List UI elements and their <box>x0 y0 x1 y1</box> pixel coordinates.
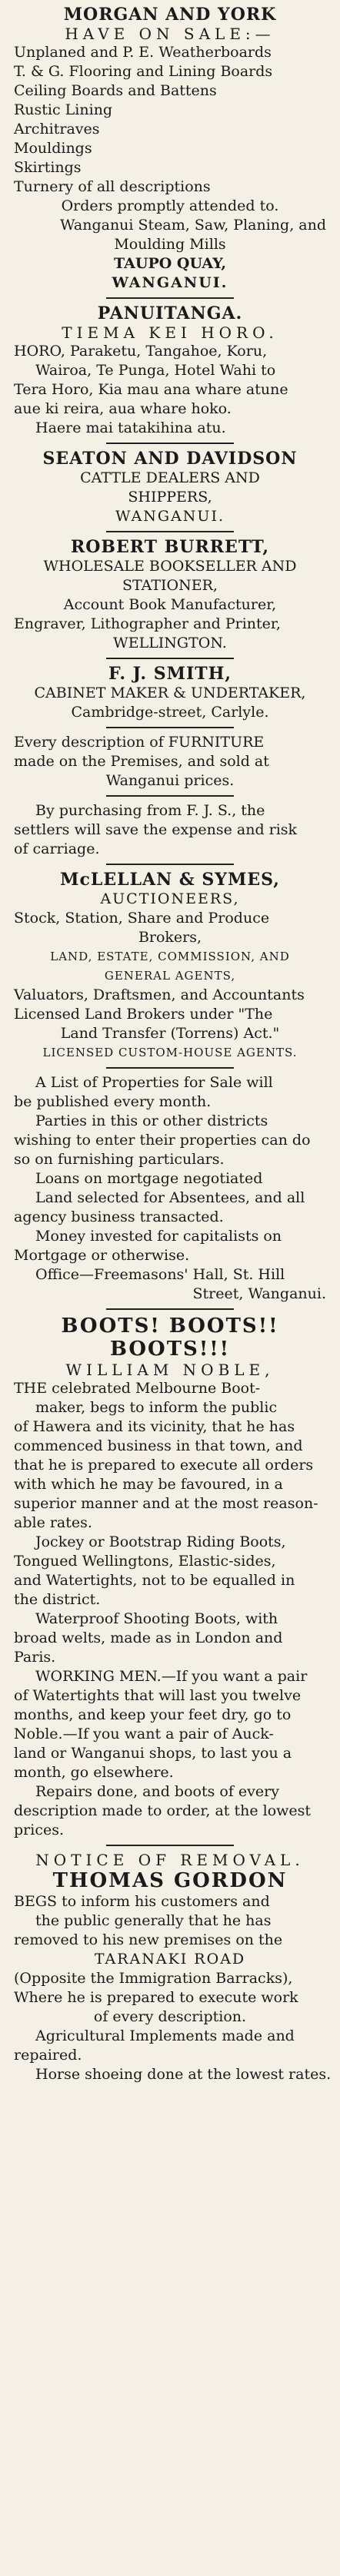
advert-line: Land selected for Absentees, and all <box>35 1189 305 1206</box>
advert-line: Ceiling Boards and Battens <box>14 82 217 99</box>
advert-robert-burrett <box>14 537 326 653</box>
advert-line: HORO, Paraketu, Tangahoe, Koru, <box>14 343 268 360</box>
advert-line: Wanganui Steam, Saw, Planing, and <box>60 217 326 234</box>
advert-line: BEGS to inform his customers and <box>14 1893 270 1910</box>
advert-seaton-davidson <box>14 449 326 526</box>
advert-line: LAND, ESTATE, COMMISSION, AND <box>50 950 290 963</box>
advert-line: Wairoa, Te Punga, Hotel Wahi to <box>35 362 276 379</box>
advert-line: Waterproof Shooting Boots, with <box>35 1610 278 1627</box>
advert-line: the public generally that he has <box>35 1912 272 1929</box>
advert-header: BOOTS! BOOTS!! BOOTS!!! <box>61 1315 279 1361</box>
advert-line: Parties in this or other districts <box>35 1112 268 1129</box>
advert-line: Stock, Station, Share and Produce <box>14 910 270 927</box>
advert-line: TARANAKI ROAD <box>94 1951 246 1968</box>
advert-panuitanga <box>14 303 326 438</box>
advert-header: F. J. SMITH, <box>108 664 232 684</box>
advert-header: NOTICE OF REMOVAL. <box>35 1851 305 1869</box>
advert-line: Jockey or Bootstrap Riding Boots, <box>35 1533 286 1550</box>
advert-line: Architraves <box>14 121 100 138</box>
advert-line: Money invested for capitalists on <box>35 1228 282 1245</box>
advert-line: Rustic Lining <box>14 101 113 118</box>
divider-rule <box>106 727 234 728</box>
newspaper-column <box>0 5 340 2576</box>
advert-line: Unplaned and P. E. Weatherboards <box>14 44 272 61</box>
advert-line: Where he is prepared to execute work <box>14 1989 298 2006</box>
advert-line: removed to his new premises on the <box>14 1931 283 1948</box>
advert-line: Turnery of all descriptions <box>14 178 211 195</box>
advert-morgan-york <box>14 5 326 293</box>
advert-line: aue ki reira, aua whare hoko. <box>14 400 232 417</box>
advert-line: Engraver, Lithographer and Printer, <box>14 615 281 632</box>
advert-line: Account Book Manufacturer, <box>63 596 277 613</box>
advert-line: GENERAL AGENTS, <box>104 969 236 983</box>
divider-rule <box>106 1308 234 1310</box>
advert-line: prices. <box>14 1822 64 1838</box>
advert-line: Land Transfer (Torrens) Act." <box>60 1025 280 1042</box>
advert-line: T. & G. Flooring and Lining Boards <box>14 63 273 80</box>
divider-rule <box>106 297 234 299</box>
advert-line: Cambridge-street, Carlyle. <box>71 704 269 721</box>
advert-line: month, go elsewhere. <box>14 1764 174 1781</box>
advert-line: Wanganui prices. <box>105 772 235 789</box>
advert-line: Orders promptly attended to. <box>61 197 279 214</box>
advert-line: land or Wanganui shops, to last you a <box>14 1745 292 1762</box>
divider-rule <box>106 1845 234 1846</box>
advert-line: Office—Freemasons' Hall, St. Hill <box>35 1266 285 1283</box>
advert-line: CABINET MAKER & UNDERTAKER, <box>34 685 306 701</box>
advert-thomas-gordon <box>14 1851 332 2084</box>
advert-header: MORGAN AND YORK <box>63 5 277 25</box>
advert-subheader: TIEMA KEI HORO. <box>62 323 278 342</box>
advert-line: Loans on mortgage negotiated <box>35 1170 263 1187</box>
advert-line: agency business transacted. <box>14 1208 224 1225</box>
divider-rule <box>106 1067 234 1069</box>
advert-line: settlers will save the expense and risk <box>14 821 298 838</box>
advert-line: description made to order, at the lowest <box>14 1802 312 1819</box>
advert-line: TAUPO QUAY, <box>114 255 226 272</box>
advert-line: AUCTIONEERS, <box>100 890 240 907</box>
advert-line: commenced business in that town, and <box>14 1437 303 1454</box>
advert-line: Haere mai tatakihina atu. <box>35 419 226 436</box>
advert-line: LICENSED CUSTOM-HOUSE AGENTS. <box>42 1046 298 1059</box>
advert-line: broad welts, made as in London and <box>14 1629 283 1646</box>
advert-line: STATIONER, <box>122 577 218 594</box>
advert-line: Agricultural Implements made and <box>35 2027 295 2044</box>
advert-line: WORKING MEN.—If you want a pair <box>35 1668 308 1685</box>
advert-william-noble <box>14 1315 326 1840</box>
advert-line: Tongued Wellingtons, Elastic-sides, <box>14 1553 276 1570</box>
advert-line: made on the Premises, and sold at <box>14 753 269 770</box>
advert-header: ROBERT BURRETT, <box>70 537 270 557</box>
advert-line: Skirtings <box>14 159 82 176</box>
advert-line: of carriage. <box>14 840 100 857</box>
advert-line: maker, begs to inform the public <box>35 1399 278 1416</box>
advert-subheader: HAVE ON SALE:— <box>65 25 275 43</box>
advert-line: WHOLESALE BOOKSELLER AND <box>43 558 297 575</box>
advert-line: WELLINGTON. <box>113 635 227 651</box>
advert-line: that he is prepared to execute all orders <box>14 1457 314 1474</box>
divider-rule <box>106 864 234 865</box>
advert-line: Noble.—If you want a pair of Auck- <box>14 1726 274 1742</box>
advert-line: By purchasing from F. J. S., the <box>35 802 265 819</box>
advert-line: Mouldings <box>14 140 92 157</box>
advert-line: (Opposite the Immigration Barracks), <box>14 1970 293 1987</box>
advert-line: able rates. <box>14 1514 92 1531</box>
advert-line: Moulding Mills <box>114 236 226 253</box>
advert-line: with which he may be favoured, in a <box>14 1476 283 1493</box>
advert-line: Horse shoeing done at the lowest rates. <box>35 2066 332 2083</box>
advert-line: Valuators, Draftsmen, and Accountants <box>14 986 305 1003</box>
advert-line: Every description of FURNITURE <box>14 734 265 751</box>
advert-subheader: WILLIAM NOBLE, <box>65 1361 275 1379</box>
advert-line: Licensed Land Brokers under "The <box>14 1006 273 1023</box>
advert-line: and Watertights, not to be equalled in <box>14 1572 295 1589</box>
advert-line: SHIPPERS, <box>128 489 212 506</box>
advert-line: the district. <box>14 1591 101 1608</box>
advert-line: be published every month. <box>14 1093 212 1110</box>
advert-header: SEATON AND DAVIDSON <box>42 449 298 469</box>
divider-rule <box>106 443 234 444</box>
divider-rule <box>106 531 234 532</box>
advert-line: WANGANUI. <box>112 274 228 291</box>
advert-line: superior manner and at the most reason- <box>14 1495 318 1512</box>
advert-mclellan-symes <box>14 870 326 1304</box>
advert-fj-smith <box>14 664 326 859</box>
advert-line: of Hawera and its vicinity, that he has <box>14 1418 295 1435</box>
divider-rule <box>106 658 234 659</box>
divider-rule <box>106 795 234 797</box>
advert-line: A List of Properties for Sale will <box>35 1074 273 1091</box>
advert-line: of every description. <box>93 2008 247 2025</box>
advert-line: months, and keep your feet dry, go to <box>14 1706 292 1723</box>
advert-header: PANUITANGA. <box>97 303 243 323</box>
advert-line: Mortgage or otherwise. <box>14 1247 190 1264</box>
advert-line: Street, Wanganui. <box>192 1285 326 1302</box>
advert-line: Tera Horo, Kia mau ana whare atune <box>14 381 288 398</box>
advert-subheader: THOMAS GORDON <box>52 1869 288 1892</box>
advert-line: Brokers, <box>138 929 202 946</box>
advert-line: repaired. <box>14 2047 82 2064</box>
advert-line: WANGANUI. <box>115 508 225 525</box>
advert-line: of Watertights that will last you twelve <box>14 1687 302 1704</box>
advert-line: THE celebrated Melbourne Boot- <box>14 1380 261 1397</box>
advert-header: McLELLAN & SYMES, <box>60 870 280 890</box>
advert-line: Repairs done, and boots of every <box>35 1783 279 1800</box>
advert-line: wishing to enter their properties can do <box>14 1132 311 1149</box>
advert-line: so on furnishing particulars. <box>14 1151 225 1168</box>
advert-line: Paris. <box>14 1649 56 1666</box>
advert-line: CATTLE DEALERS AND <box>80 469 260 486</box>
